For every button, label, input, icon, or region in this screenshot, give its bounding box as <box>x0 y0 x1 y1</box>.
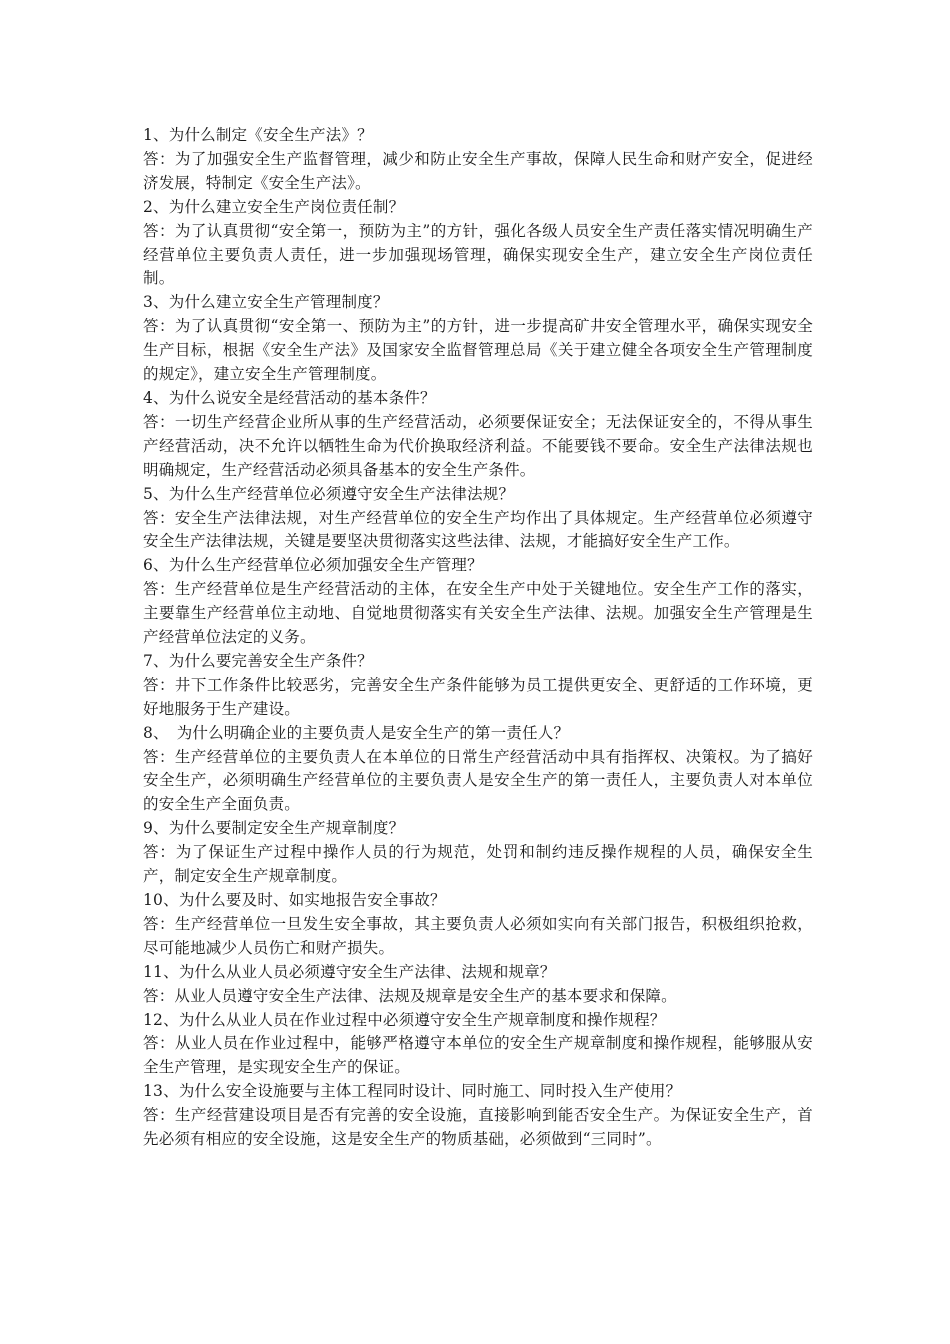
question-10: 10、为什么要及时、如实地报告安全事故？ <box>143 891 446 909</box>
qa-item-13 <box>143 1080 813 1152</box>
qa-item-10 <box>143 889 813 961</box>
qa-item-12 <box>143 1009 813 1081</box>
qa-item-5 <box>143 483 813 555</box>
qa-item-11 <box>143 961 813 1009</box>
answer-9: 答：为了保证生产过程中操作人员的行为规范，处罚和制约违反操作规程的人员，确保安全生产，制定安全生产规章制度。 <box>143 843 813 886</box>
answer-13: 答：生产经营建设项目是否有完善的安全设施，直接影响到能否安全生产。为保证安全生产，首先必须有相应的安全设施，这是安全生产的物质基础，必须做到“三同时”。 <box>143 1106 813 1149</box>
answer-6: 答：生产经营单位是生产经营活动的主体，在安全生产中处于关键地位。安全生产工作的落实，主要靠生产经营单位主动地、自觉地贯彻落实有关安全生产法律、法规。加强安全生产管理是生产经营单位法定的义务。 <box>143 580 813 647</box>
answer-3: 答：为了认真贯彻“安全第一、预防为主”的方针，进一步提高矿井安全管理水平，确保实现安全生产目标，根据《安全生产法》及国家安全监督管理总局《关于建立健全各项安全生产管理制度的规定》，建立安全生产管理制度。 <box>143 317 813 384</box>
answer-12: 答：从业人员在作业过程中，能够严格遵守本单位的安全生产规章制度和操作规程，能够服从安全生产管理，是实现安全生产的保证。 <box>143 1034 813 1077</box>
question-8: 8、 为什么明确企业的主要负责人是安全生产的第一责任人？ <box>143 723 570 742</box>
question-2: 2、为什么建立安全生产岗位责任制？ <box>143 197 405 216</box>
answer-11: 答：从业人员遵守安全生产法律、法规及规章是安全生产的基本要求和保障。 <box>143 986 677 1005</box>
qa-item-3 <box>143 291 813 387</box>
document-page <box>143 124 813 1152</box>
question-7: 7、为什么要完善安全生产条件？ <box>143 651 373 670</box>
question-4: 4、为什么说安全是经营活动的基本条件？ <box>143 388 436 407</box>
qa-item-8 <box>143 722 813 818</box>
qa-item-6 <box>143 554 813 650</box>
question-3: 3、为什么建立安全生产管理制度？ <box>143 293 389 312</box>
question-1: 1、为什么制定《安全生产法》？ <box>143 126 373 144</box>
question-6: 6、为什么生产经营单位必须加强安全生产管理？ <box>143 556 483 575</box>
question-9: 9、为什么要制定安全生产规章制度？ <box>143 819 405 838</box>
question-5: 5、为什么生产经营单位必须遵守安全生产法律法规？ <box>143 484 515 503</box>
qa-item-2 <box>143 196 813 292</box>
answer-5: 答：安全生产法律法规，对生产经营单位的安全生产均作出了具体规定。生产经营单位必须遵守安全生产法律法规，关键是要坚决贯彻落实这些法律、法规，才能搞好安全生产工作。 <box>143 508 813 551</box>
qa-item-9 <box>143 817 813 889</box>
question-13: 13、为什么安全设施要与主体工程同时设计、同时施工、同时投入生产使用？ <box>143 1082 682 1101</box>
qa-item-4 <box>143 387 813 483</box>
question-11: 11、为什么从业人员必须遵守安全生产法律、法规和规章？ <box>143 962 556 981</box>
qa-item-1 <box>143 124 813 196</box>
answer-4: 答：一切生产经营企业所从事的生产经营活动，必须要保证安全；无法保证安全的，不得从事生产经营活动，决不允许以牺牲生命为代价换取经济利益。不能要钱不要命。安全生产法律法规也明确规定，生产经营活动必须具备基本的安全生产条件。 <box>143 412 813 479</box>
answer-7: 答：井下工作条件比较恶劣，完善安全生产条件能够为员工提供更安全、更舒适的工作环境，更好地服务于生产建设。 <box>143 675 813 718</box>
answer-8: 答：生产经营单位的主要负责人在本单位的日常生产经营活动中具有指挥权、决策权。为了搞好安全生产，必须明确生产经营单位的主要负责人是安全生产的第一责任人，主要负责人对本单位的安全生产全面负责。 <box>143 747 813 814</box>
answer-2: 答：为了认真贯彻“安全第一，预防为主”的方针，强化各级人员安全生产责任落实情况明确生产经营单位主要负责人责任，进一步加强现场管理，确保实现安全生产，建立安全生产岗位责任制。 <box>143 221 813 288</box>
answer-10: 答：生产经营单位一旦发生安全事故，其主要负责人必须如实向有关部门报告，积极组织抢救，尽可能地减少人员伤亡和财产损失。 <box>143 914 813 957</box>
question-12: 12、为什么从业人员在作业过程中必须遵守安全生产规章制度和操作规程？ <box>143 1010 666 1029</box>
qa-item-7 <box>143 650 813 722</box>
answer-1: 答：为了加强安全生产监督管理，减少和防止安全生产事故，保障人民生命和财产安全，促进经济发展，特制定《安全生产法》。 <box>143 149 813 192</box>
